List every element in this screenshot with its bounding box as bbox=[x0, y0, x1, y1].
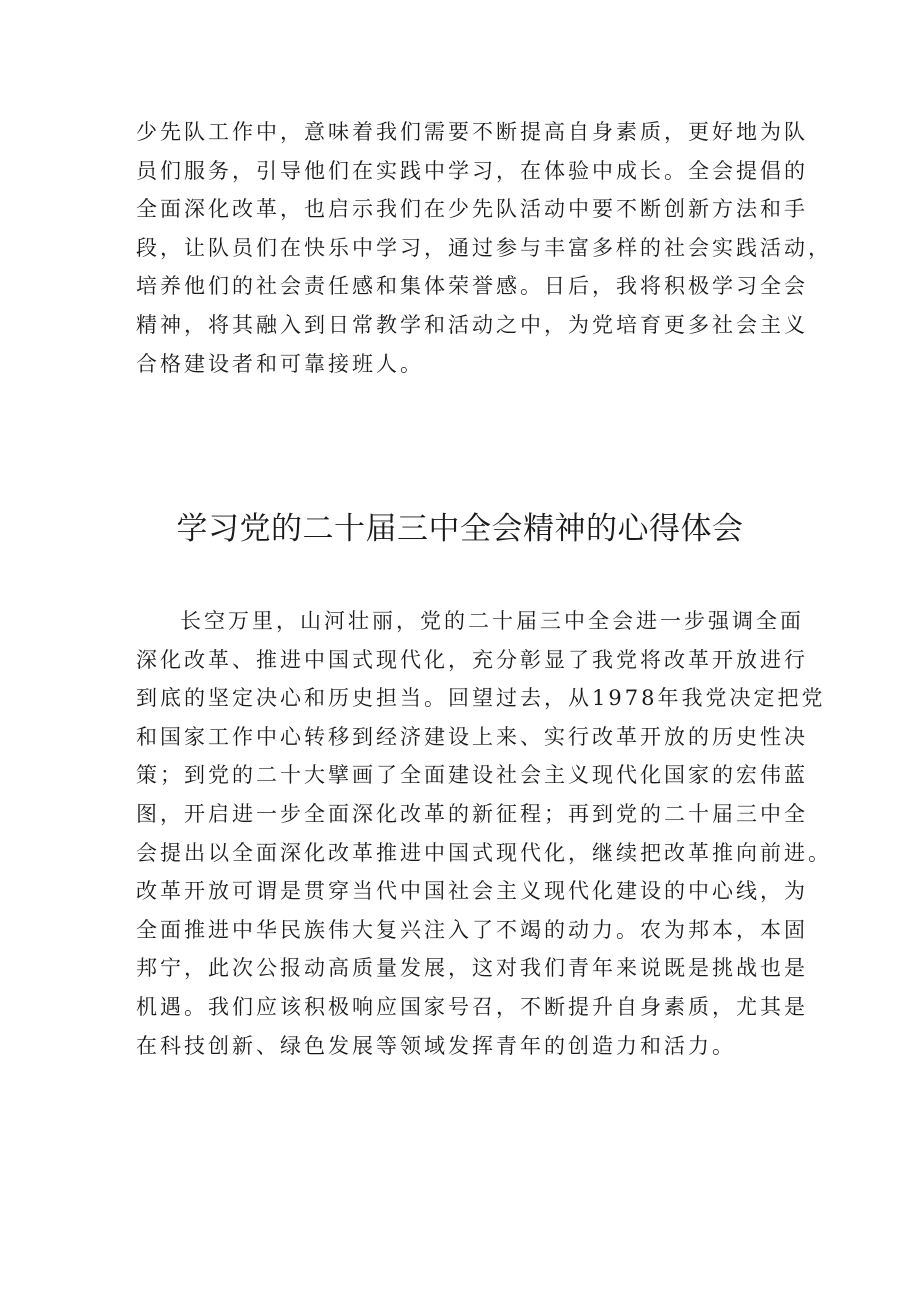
article-paragraph bbox=[136, 602, 832, 1065]
paragraph-line: 段，让队员们在快乐中学习，通过参与丰富多样的社会实践活动， bbox=[136, 235, 832, 260]
paragraph-line: 在科技创新、绿色发展等领域发挥青年的创造力和活力。 bbox=[136, 1033, 736, 1058]
article-title: 学习党的二十届三中全会精神的心得体会 bbox=[176, 511, 744, 547]
paragraph-line: 邦宁，此次公报动高质量发展，这对我们青年来说既是挑战也是 bbox=[136, 956, 808, 981]
paragraph-line: 培养他们的社会责任感和集体荣誉感。日后，我将积极学习全会 bbox=[136, 274, 808, 299]
paragraph-line: 深化改革、推进中国式现代化，充分彰显了我党将改革开放进行 bbox=[136, 647, 808, 672]
paragraph-line: 合格建设者和可靠接班人。 bbox=[136, 351, 424, 376]
paragraph-line: 少先队工作中，意味着我们需要不断提高自身素质，更好地为队 bbox=[136, 120, 808, 144]
paragraph-line: 会提出以全面深化改革推进中国式现代化，继续把改革推向前进。 bbox=[136, 840, 832, 865]
paragraph-line: 和国家工作中心转移到经济建设上来、实行改革开放的历史性决 bbox=[136, 724, 808, 749]
paragraph-line: 图，开启进一步全面深化改革的新征程；再到党的二十届三中全 bbox=[136, 801, 808, 826]
paragraph-line: 策；到党的二十大擘画了全面建设社会主义现代化国家的宏伟蓝 bbox=[136, 763, 808, 788]
paragraph-line: 改革开放可谓是贯穿当代中国社会主义现代化建设的中心线，为 bbox=[136, 879, 808, 904]
paragraph-line: 精神，将其融入到日常教学和活动之中，为党培育更多社会主义 bbox=[136, 312, 808, 337]
paragraph-line: 机遇。我们应该积极响应国家号召，不断提升自身素质，尤其是 bbox=[136, 994, 808, 1019]
paragraph-line: 全面深化改革，也启示我们在少先队活动中要不断创新方法和手 bbox=[136, 197, 808, 222]
paragraph-line: 员们服务，引导他们在实践中学习，在体验中成长。全会提倡的 bbox=[136, 158, 808, 183]
continuation-paragraph bbox=[136, 113, 832, 383]
paragraph-line: 到底的坚定决心和历史担当。回望过去，从1978年我党决定把党 bbox=[136, 686, 826, 711]
paragraph-line: 全面推进中华民族伟大复兴注入了不竭的动力。农为邦本，本固 bbox=[136, 917, 808, 942]
paragraph-line: 长空万里，山河壮丽，党的二十届三中全会进一步强调全面 bbox=[180, 609, 804, 633]
